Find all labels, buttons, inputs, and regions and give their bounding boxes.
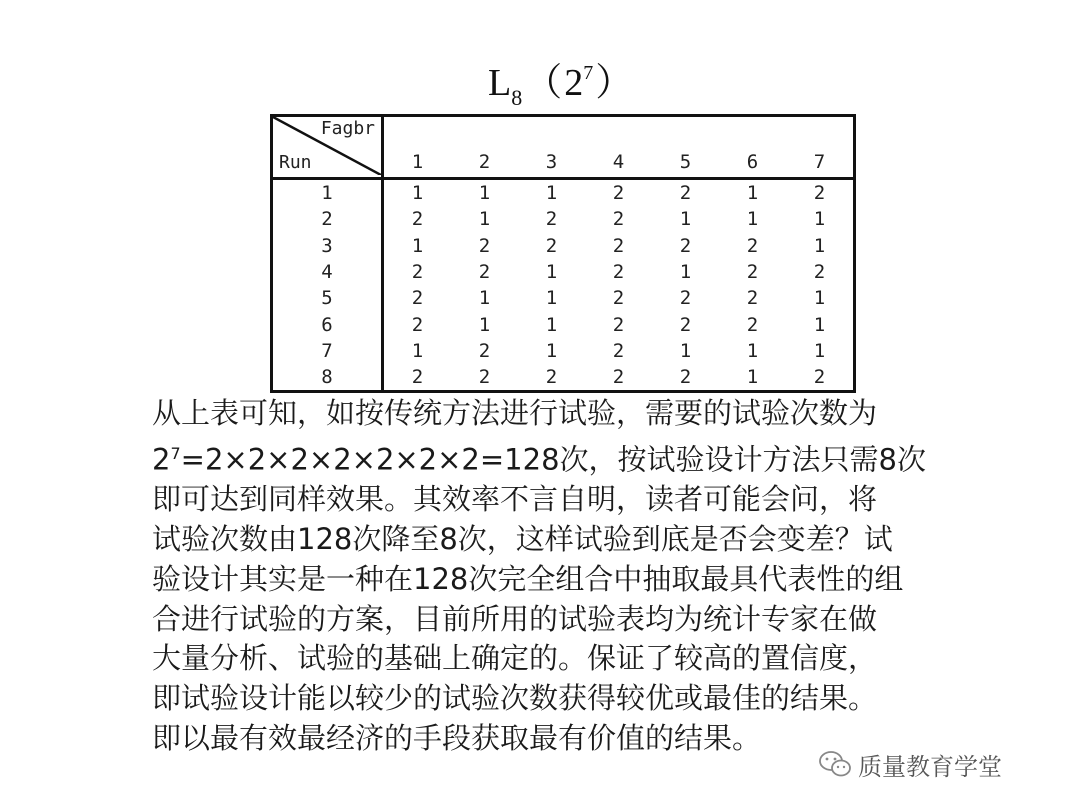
table-cell: 2 bbox=[813, 366, 826, 389]
title-subscript: 8 bbox=[511, 85, 523, 110]
table-cell: 1 bbox=[478, 182, 491, 205]
watermark-text: 质量教育学堂 bbox=[858, 752, 1002, 781]
title-close-paren: ） bbox=[595, 62, 634, 104]
table-header-row bbox=[272, 116, 855, 179]
run-number-cell: 7 bbox=[272, 338, 383, 364]
paragraph-line bbox=[152, 434, 992, 480]
l8-table bbox=[270, 114, 856, 393]
table-cell: 2 bbox=[545, 234, 558, 257]
title-exponent: 7 bbox=[583, 62, 594, 84]
table-cell: 2 bbox=[612, 366, 625, 389]
table-row bbox=[272, 285, 855, 311]
table-cell: 1 bbox=[545, 287, 558, 310]
table-cell: 1 bbox=[813, 287, 826, 310]
table-cell: 2 bbox=[545, 208, 558, 231]
table-cell: 2 bbox=[612, 287, 625, 310]
run-number-cell: 5 bbox=[272, 285, 383, 311]
run-number-cell: 6 bbox=[272, 311, 383, 337]
table-row bbox=[272, 259, 855, 285]
table-cell: 2 bbox=[679, 313, 692, 336]
column-header: 6 bbox=[746, 151, 759, 173]
run-number-cell: 1 bbox=[272, 179, 383, 207]
table-cell: 2 bbox=[679, 287, 692, 310]
orthogonal-array-table bbox=[270, 114, 856, 393]
table-cell: 1 bbox=[813, 208, 826, 231]
table-cell: 2 bbox=[679, 182, 692, 205]
table-cell: 2 bbox=[679, 366, 692, 389]
table-cell: 1 bbox=[679, 339, 692, 362]
table-cell: 1 bbox=[679, 208, 692, 231]
column-header: 7 bbox=[813, 151, 826, 173]
table-cell: 1 bbox=[545, 339, 558, 362]
wechat-icon bbox=[818, 749, 852, 779]
run-number-cell: 8 bbox=[272, 364, 383, 392]
table-cell: 1 bbox=[411, 339, 424, 362]
paragraph-line: 合进行试验的方案，目前所用的试验表均为统计专家在做 bbox=[152, 601, 878, 636]
column-header: 1 bbox=[411, 151, 424, 173]
paragraph-line: 从上表可知，如按传统方法进行试验，需要的试验次数为 bbox=[152, 396, 878, 430]
table-cell: 2 bbox=[478, 339, 491, 362]
table-cell: 2 bbox=[411, 208, 424, 231]
table-row bbox=[272, 364, 855, 392]
table-row bbox=[272, 206, 855, 232]
paragraph-line: 验设计其实是一种在128次完全组合中抽取最具代表性的组 bbox=[152, 561, 904, 596]
table-row bbox=[272, 311, 855, 337]
table-body bbox=[272, 179, 855, 392]
table-cell: 2 bbox=[411, 287, 424, 310]
table-cell: 2 bbox=[746, 234, 759, 257]
source-watermark bbox=[818, 746, 1002, 782]
column-header: 3 bbox=[545, 151, 558, 173]
table-cell: 1 bbox=[746, 366, 759, 389]
table-cell: 2 bbox=[746, 287, 759, 310]
table-cell: 2 bbox=[612, 261, 625, 284]
paragraph-line: 大量分析、试验的基础上确定的。保证了较高的置信度， bbox=[152, 641, 878, 676]
table-cell: 2 bbox=[612, 182, 625, 205]
table-cell: 1 bbox=[478, 208, 491, 231]
run-number-cell: 4 bbox=[272, 259, 383, 285]
table-cell: 2 bbox=[746, 261, 759, 284]
table-cell: 2 bbox=[612, 208, 625, 231]
paragraph-line: 即可达到同样效果。其效率不言自明，读者可能会问，将 bbox=[152, 482, 878, 517]
title-main: L bbox=[488, 62, 512, 104]
paragraph-line: 试验次数由128次降至8次，这样试验到底是否会变差？试 bbox=[152, 522, 893, 557]
table-cell: 2 bbox=[612, 234, 625, 257]
column-header: 5 bbox=[679, 151, 692, 173]
table-cell: 1 bbox=[679, 261, 692, 284]
table-cell: 1 bbox=[478, 287, 491, 310]
table-cell: 2 bbox=[813, 182, 826, 205]
explanation-paragraph bbox=[152, 394, 992, 759]
power-base: 2 bbox=[152, 442, 171, 477]
table-cell: 1 bbox=[478, 313, 491, 336]
table-cell: 2 bbox=[411, 313, 424, 336]
table-cell: 2 bbox=[411, 366, 424, 389]
paragraph-line: 即试验设计能以较少的试验次数获得较优或最佳的结果。 bbox=[152, 681, 878, 716]
table-row bbox=[272, 233, 855, 259]
table-cell: 1 bbox=[746, 182, 759, 205]
table-cell: 2 bbox=[679, 234, 692, 257]
paragraph-line: 即以最有效最经济的手段获取最有价值的结果。 bbox=[152, 721, 762, 756]
paragraph-line-rest: =2×2×2×2×2×2×2=128次，按试验设计方法只需8次 bbox=[180, 442, 926, 477]
table-cell: 2 bbox=[478, 234, 491, 257]
title-base: 2 bbox=[564, 62, 584, 104]
table-cell: 1 bbox=[545, 313, 558, 336]
corner-run-label: Run bbox=[279, 152, 312, 173]
run-number-cell: 2 bbox=[272, 206, 383, 232]
title-open-paren: （ bbox=[524, 62, 563, 104]
table-cell: 1 bbox=[411, 182, 424, 205]
table-cell: 1 bbox=[545, 182, 558, 205]
power-exponent: 7 bbox=[170, 443, 181, 463]
table-cell: 1 bbox=[411, 234, 424, 257]
table-row bbox=[272, 179, 855, 207]
table-title bbox=[488, 58, 635, 114]
table-cell: 1 bbox=[813, 339, 826, 362]
table-cell: 1 bbox=[813, 234, 826, 257]
table-cell: 1 bbox=[746, 339, 759, 362]
table-cell: 2 bbox=[478, 366, 491, 389]
corner-factor-label: Fagbr bbox=[320, 118, 375, 139]
run-number-cell: 3 bbox=[272, 233, 383, 259]
table-cell: 1 bbox=[545, 261, 558, 284]
table-row bbox=[272, 338, 855, 364]
table-corner-cell bbox=[272, 116, 383, 179]
table-cell: 2 bbox=[813, 261, 826, 284]
table-cell: 2 bbox=[612, 313, 625, 336]
table-cell: 1 bbox=[746, 208, 759, 231]
column-header: 2 bbox=[478, 151, 491, 173]
table-cell: 2 bbox=[612, 339, 625, 362]
column-header: 4 bbox=[612, 151, 625, 173]
table-cell: 2 bbox=[746, 313, 759, 336]
table-cell: 2 bbox=[545, 366, 558, 389]
table-cell: 2 bbox=[478, 261, 491, 284]
table-cell: 1 bbox=[813, 313, 826, 336]
table-cell: 2 bbox=[411, 261, 424, 284]
